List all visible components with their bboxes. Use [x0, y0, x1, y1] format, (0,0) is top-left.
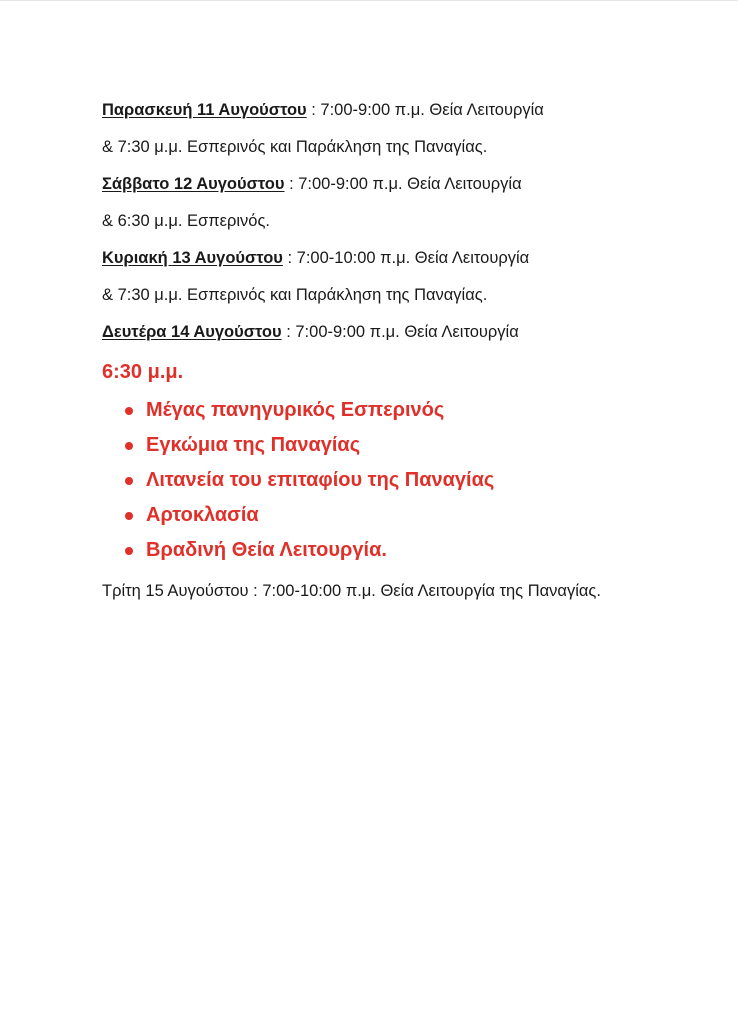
schedule-day-line: [102, 92, 702, 129]
day-heading: Παρασκευή 11 Αυγούστου: [102, 101, 307, 119]
list-item-label: Λιτανεία του επιταφίου της Παναγίας: [146, 469, 495, 491]
list-item-label: Εγκώμια της Παναγίας: [146, 434, 361, 456]
list-item-label: Μέγας πανηγυρικός Εσπερινός: [146, 399, 445, 421]
day-heading: Κυριακή 13 Αυγούστου: [102, 249, 283, 267]
schedule-day-line: [102, 314, 702, 351]
list-item-label: Βραδινή Θεία Λειτουργία.: [146, 539, 387, 561]
final-schedule-entry: Τρίτη 15 Αυγούστου : 7:00-10:00 π.μ. Θεία Λειτουργία της Παναγίας.: [102, 582, 601, 600]
list-item: [125, 533, 702, 568]
list-item: [125, 498, 702, 533]
bullet-icon: [125, 442, 133, 450]
bullet-icon: [125, 477, 133, 485]
morning-service: : 7:00-9:00 π.μ. Θεία Λειτουργία: [306, 101, 544, 119]
schedule-day-line: [102, 166, 702, 203]
bullet-icon: [125, 547, 133, 555]
bullet-icon: [125, 407, 133, 415]
bullet-icon: [125, 512, 133, 520]
list-item: [125, 463, 702, 498]
day-heading: Σάββατο 12 Αυγούστου: [102, 175, 285, 193]
evening-service-line: & 6:30 μ.μ. Εσπερινός.: [102, 212, 270, 230]
list-item-label: Αρτοκλασία: [146, 504, 259, 526]
evening-time-heading: 6:30 μ.μ.: [102, 361, 184, 383]
day-heading: Δευτέρα 14 Αυγούστου: [102, 323, 282, 341]
morning-service: : 7:00-9:00 π.μ. Θεία Λειτουργία: [281, 323, 519, 341]
schedule-day-line: [102, 240, 702, 277]
evening-services-list: [102, 393, 702, 568]
schedule-content: [102, 92, 702, 604]
evening-service-line: & 7:30 μ.μ. Εσπερινός και Παράκληση της Παναγίας.: [102, 138, 488, 156]
morning-service: : 7:00-9:00 π.μ. Θεία Λειτουργία: [284, 175, 522, 193]
evening-service-line: & 7:30 μ.μ. Εσπερινός και Παράκληση της Παναγίας.: [102, 286, 488, 304]
list-item: [125, 393, 702, 428]
morning-service: : 7:00-10:00 π.μ. Θεία Λειτουργία: [282, 249, 530, 267]
list-item: [125, 428, 702, 463]
